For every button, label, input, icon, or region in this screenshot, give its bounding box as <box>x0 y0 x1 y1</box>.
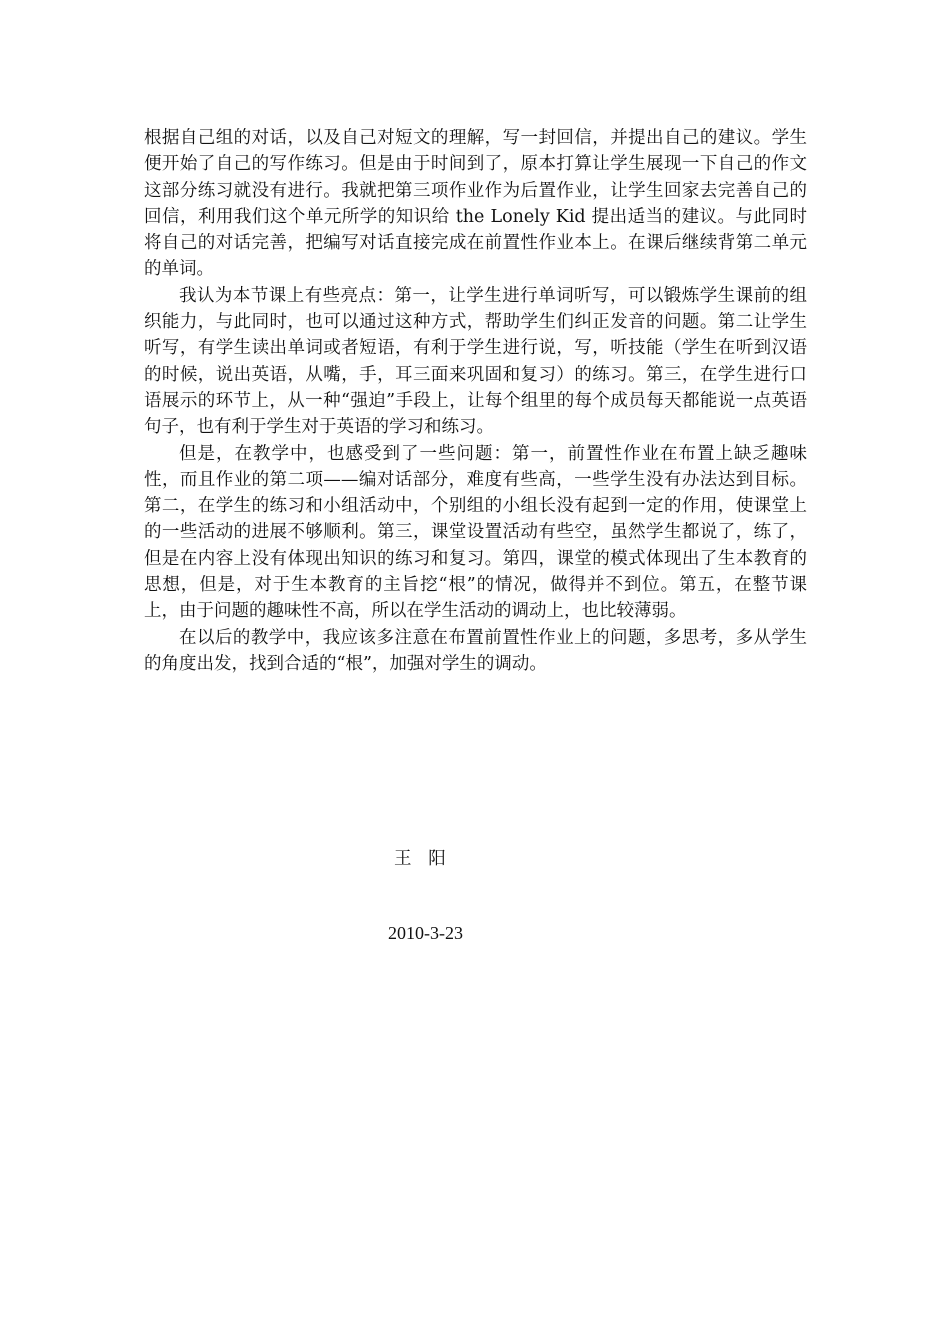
paragraph-future-plan: 在以后的教学中，我应该多注意在布置前置性作业上的问题，多思考，多从学生的角度出发，找到合适的“根”，加强对学生的调动。 <box>144 627 807 674</box>
paragraph-problems: 但是，在教学中，也感受到了一些问题：第一，前置性作业在布置上缺乏趣味性，而且作业的第二项——编对话部分，难度有些高，一些学生没有办法达到目标。第二，在学生的练习和小组活动中，个别组的小组长没有起到一定的作用，使课堂上的一些活动的进展不够顺利。第三，课堂设置活动有些空，虽然学生都说了，练了，但是在内容上没有体现出知识的练习和复习。第四，课堂的模式体现出了生本教育的思想，但是，对于生本教育的主旨挖“根”的情况，做得并不到位。第五，在整节课上，由于问题的趣味性不高，所以在学生活动的调动上，也比较薄弱。 <box>144 443 807 622</box>
paragraph-continuation: 根据自己组的对话，以及自己对短文的理解，写一封回信，并提出自己的建议。学生便开始了自己的写作练习。但是由于时间到了，原本打算让学生展现一下自己的作文这部分练习就没有进行。我就把第三项作业作为后置作业，让学生回家去完善自己的回信，利用我们这个单元所学的知识给 the Lonely Kid 提出适当的建议。与此同时将自己的对话完善，把编写对话直接完成在前置性作业本上。在课后继续背第二单元的单词。 <box>144 128 807 280</box>
document-date: 2010-3-23 <box>388 923 463 943</box>
paragraph-highlights: 我认为本节课上有些亮点：第一，让学生进行单词听写，可以锻炼学生课前的组织能力，与此同时，也可以通过这种方式，帮助学生们纠正发音的问题。第二让学生听写，有学生读出单词或者短语，有利于学生进行说，写，听技能（学生在听到汉语的时候，说出英语，从嘴，手，耳三面来巩固和复习）的练习。第三，在学生进行口语展示的环节上，从一种“强迫”手段上，让每个组里的每个成员每天都能说一点英语句子，也有利于学生对于英语的学习和练习。 <box>144 285 807 438</box>
author-name: 王 阳 <box>394 849 446 869</box>
document-body <box>144 125 807 677</box>
